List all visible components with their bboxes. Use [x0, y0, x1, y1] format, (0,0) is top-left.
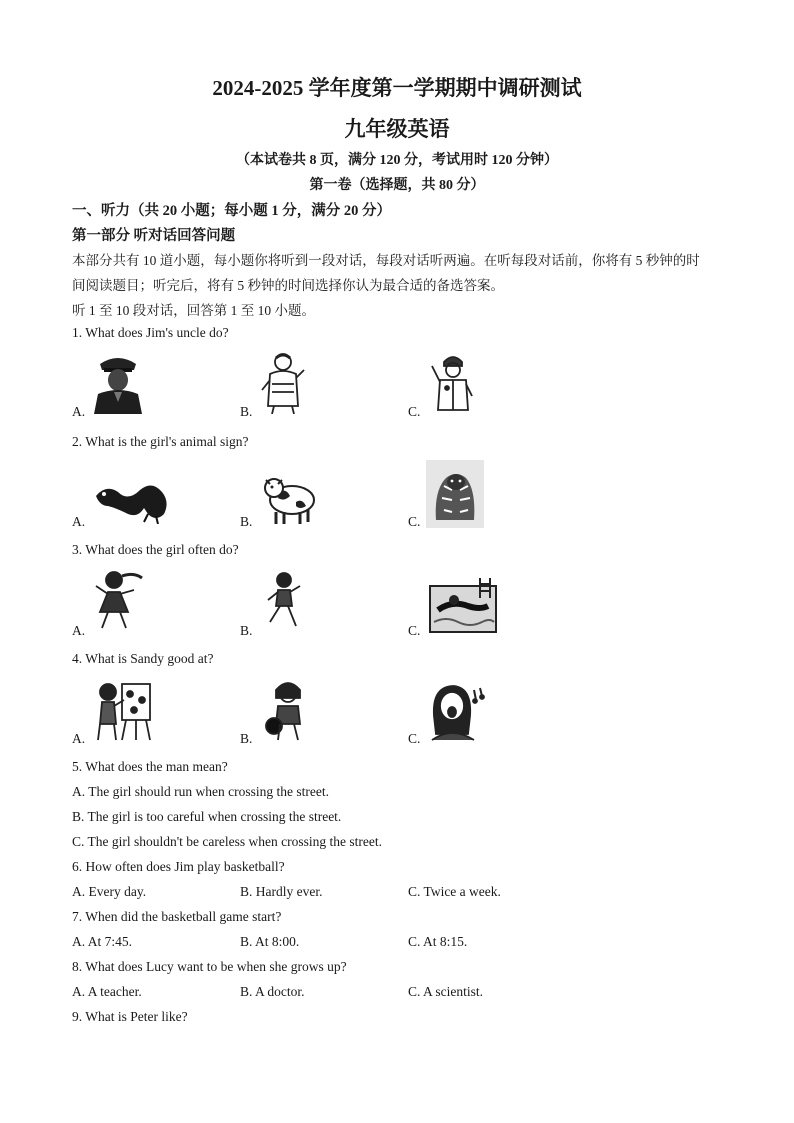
question-9: 9. What is Peter like?	[72, 1009, 188, 1024]
ox-picture	[262, 472, 320, 526]
q1-option-a[interactable]: A.	[72, 404, 86, 419]
q4-option-c[interactable]: C.	[408, 731, 421, 746]
intro-line-2: 间阅读题目；听完后，将有 5 秒钟的时间选择你认为最合适的备选答案。	[72, 278, 504, 293]
q2-option-c[interactable]: C.	[408, 514, 421, 529]
q5-option-b[interactable]: B. The girl is too careful when crossing the street.	[72, 809, 342, 824]
q1-option-c[interactable]: C.	[408, 404, 421, 419]
q2-option-b[interactable]: B.	[240, 514, 253, 529]
section-heading: 一、听力（共 20 小题；每小题 1 分，满分 20 分）	[72, 203, 391, 219]
question-1: 1. What does Jim's uncle do?	[72, 325, 229, 340]
tiger-picture	[426, 460, 484, 528]
painting-girl-picture	[92, 678, 154, 744]
q2-option-a[interactable]: A.	[72, 514, 86, 529]
doctor-picture	[428, 352, 478, 416]
intro-line-1: 本部分共有 10 道小题，每小题你将听到一段对话，每段对话听两遍。在听每段对话前，你将有 5 秒钟的时	[72, 253, 700, 268]
exam-subtitle: 九年级英语	[344, 117, 450, 141]
swimming-picture	[428, 576, 498, 634]
question-8: 8. What does Lucy want to be when she grows up?	[72, 959, 347, 974]
q7-option-c[interactable]: C. At 8:15.	[408, 934, 468, 949]
question-2: 2. What is the girl's animal sign?	[72, 434, 249, 449]
q3-option-a[interactable]: A.	[72, 623, 86, 638]
q7-option-b[interactable]: B. At 8:00.	[240, 934, 300, 949]
dragon-picture	[94, 478, 174, 524]
q8-option-b[interactable]: B. A doctor.	[240, 984, 305, 999]
q3-option-c[interactable]: C.	[408, 623, 421, 638]
question-7: 7. When did the basketball game start?	[72, 909, 282, 924]
q1-option-b[interactable]: B.	[240, 404, 253, 419]
q4-option-a[interactable]: A.	[72, 731, 86, 746]
singing-girl-picture	[428, 682, 488, 742]
q3-option-b[interactable]: B.	[240, 623, 253, 638]
question-6: 6. How often does Jim play basketball?	[72, 859, 285, 874]
exam-info: （本试卷共 8 页，满分 120 分，考试用时 120 分钟）	[236, 153, 558, 168]
worker-picture	[258, 350, 308, 414]
basketball-girl-picture	[262, 676, 314, 744]
question-5: 5. What does the man mean?	[72, 759, 228, 774]
q4-option-b[interactable]: B.	[240, 731, 253, 746]
q6-option-b[interactable]: B. Hardly ever.	[240, 884, 323, 899]
q7-option-a[interactable]: A. At 7:45.	[72, 934, 133, 949]
running-girl-picture	[262, 570, 304, 632]
instruction-line: 听 1 至 10 段对话，回答第 1 至 10 小题。	[72, 303, 315, 318]
q8-option-c[interactable]: C. A scientist.	[408, 984, 484, 999]
policeman-picture	[90, 352, 146, 414]
q8-option-a[interactable]: A. A teacher.	[72, 984, 142, 999]
dancing-girl-picture	[90, 568, 148, 634]
q5-option-c[interactable]: C. The girl shouldn't be careless when crossing the street.	[72, 834, 382, 849]
question-4: 4. What is Sandy good at?	[72, 651, 214, 666]
exam-title: 2024-2025 学年度第一学期期中调研测试	[212, 76, 582, 100]
q5-option-a[interactable]: A. The girl should run when crossing the street.	[72, 784, 329, 799]
volume-heading: 第一卷（选择题，共 80 分）	[309, 178, 485, 193]
q6-option-a[interactable]: A. Every day.	[72, 884, 147, 899]
q6-option-c[interactable]: C. Twice a week.	[408, 884, 501, 899]
question-3: 3. What does the girl often do?	[72, 542, 239, 557]
part-heading: 第一部分 听对话回答问题	[72, 228, 236, 244]
